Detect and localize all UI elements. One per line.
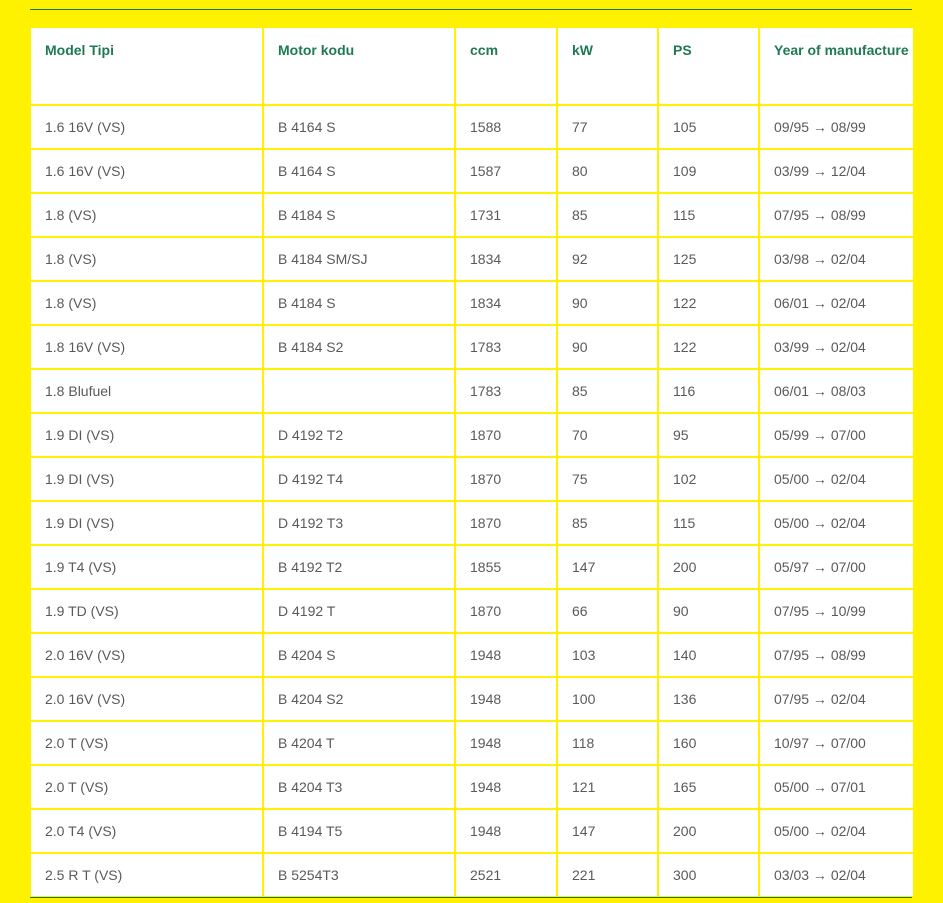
cell-ccm: 1587 [455,149,557,193]
cell-kw: 147 [557,809,658,853]
cell-ccm: 1870 [455,457,557,501]
cell-model-type: 2.0 16V (VS) [30,677,263,721]
cell-model-type: 1.9 DI (VS) [30,501,263,545]
cell-kw: 85 [557,193,658,237]
table-row [30,105,914,149]
cell-ccm: 1588 [455,105,557,149]
cell-model-type: 1.8 (VS) [30,193,263,237]
cell-ccm: 1948 [455,677,557,721]
cell-model-type: 1.9 T4 (VS) [30,545,263,589]
cell-year-of-manufacture: 05/00 → 07/01 [759,765,914,809]
cell-kw: 80 [557,149,658,193]
cell-year-of-manufacture: 05/00 → 02/04 [759,457,914,501]
cell-engine-code: B 4204 T [263,721,455,765]
cell-ps: 109 [658,149,759,193]
table-row [30,721,914,765]
table-row [30,809,914,853]
cell-ccm: 1834 [455,237,557,281]
cell-year-of-manufacture: 05/97 → 07/00 [759,545,914,589]
cell-kw: 85 [557,369,658,413]
cell-ccm: 1870 [455,589,557,633]
cell-ps: 200 [658,545,759,589]
table-row [30,325,914,369]
cell-model-type: 1.9 DI (VS) [30,457,263,501]
cell-ps: 136 [658,677,759,721]
cell-engine-code: B 5254T3 [263,853,455,897]
cell-ccm: 1948 [455,721,557,765]
table-row [30,545,914,589]
cell-engine-code: D 4192 T2 [263,413,455,457]
table-row [30,765,914,809]
cell-ps: 160 [658,721,759,765]
cell-engine-code: B 4184 S2 [263,325,455,369]
cell-year-of-manufacture: 07/95 → 08/99 [759,193,914,237]
cell-model-type: 2.0 T (VS) [30,721,263,765]
cell-ps: 90 [658,589,759,633]
header-ps: PS [658,27,759,105]
top-divider [30,9,912,10]
cell-model-type: 1.9 DI (VS) [30,413,263,457]
cell-ps: 105 [658,105,759,149]
header-year-of-manufacture: Year of manufacture [759,27,914,105]
cell-ccm: 1948 [455,765,557,809]
cell-engine-code: D 4192 T [263,589,455,633]
cell-year-of-manufacture: 05/00 → 02/04 [759,809,914,853]
table-row [30,501,914,545]
cell-engine-code: B 4192 T2 [263,545,455,589]
cell-year-of-manufacture: 03/99 → 02/04 [759,325,914,369]
table-body [30,105,914,897]
cell-model-type: 1.8 (VS) [30,237,263,281]
cell-ccm: 1783 [455,325,557,369]
cell-model-type: 1.6 16V (VS) [30,149,263,193]
cell-engine-code [263,369,455,413]
cell-ccm: 1855 [455,545,557,589]
table-row [30,369,914,413]
cell-ps: 122 [658,281,759,325]
cell-kw: 118 [557,721,658,765]
cell-ps: 115 [658,193,759,237]
cell-kw: 70 [557,413,658,457]
cell-kw: 85 [557,501,658,545]
cell-kw: 90 [557,325,658,369]
cell-ccm: 2521 [455,853,557,897]
cell-ps: 102 [658,457,759,501]
cell-kw: 92 [557,237,658,281]
table-row [30,281,914,325]
header-kw: kW [557,27,658,105]
cell-ps: 125 [658,237,759,281]
header-model-type: Model Tipi [30,27,263,105]
table-row [30,677,914,721]
header-ccm: ccm [455,27,557,105]
cell-kw: 75 [557,457,658,501]
cell-engine-code: B 4164 S [263,105,455,149]
cell-engine-code: B 4164 S [263,149,455,193]
cell-model-type: 2.0 16V (VS) [30,633,263,677]
cell-ccm: 1731 [455,193,557,237]
cell-kw: 100 [557,677,658,721]
table-header-row [30,27,914,105]
cell-model-type: 1.8 Blufuel [30,369,263,413]
cell-ps: 300 [658,853,759,897]
cell-model-type: 2.0 T (VS) [30,765,263,809]
table-row [30,457,914,501]
cell-year-of-manufacture: 07/95 → 08/99 [759,633,914,677]
cell-ps: 122 [658,325,759,369]
cell-year-of-manufacture: 07/95 → 02/04 [759,677,914,721]
cell-model-type: 1.8 (VS) [30,281,263,325]
cell-ps: 115 [658,501,759,545]
cell-ps: 116 [658,369,759,413]
cell-kw: 66 [557,589,658,633]
cell-year-of-manufacture: 10/97 → 07/00 [759,721,914,765]
cell-ccm: 1870 [455,413,557,457]
cell-ccm: 1834 [455,281,557,325]
cell-ccm: 1870 [455,501,557,545]
table-row [30,149,914,193]
cell-engine-code: B 4204 S2 [263,677,455,721]
cell-kw: 147 [557,545,658,589]
cell-year-of-manufacture: 05/99 → 07/00 [759,413,914,457]
cell-ps: 165 [658,765,759,809]
table-row [30,413,914,457]
cell-year-of-manufacture: 03/99 → 12/04 [759,149,914,193]
cell-kw: 90 [557,281,658,325]
cell-model-type: 1.8 16V (VS) [30,325,263,369]
cell-ccm: 1783 [455,369,557,413]
cell-year-of-manufacture: 03/98 → 02/04 [759,237,914,281]
cell-engine-code: B 4184 S [263,281,455,325]
cell-ps: 200 [658,809,759,853]
header-engine-code: Motor kodu [263,27,455,105]
cell-model-type: 1.9 TD (VS) [30,589,263,633]
cell-kw: 103 [557,633,658,677]
engine-specs-table [29,26,915,898]
bottom-divider [30,897,912,898]
cell-engine-code: D 4192 T3 [263,501,455,545]
cell-year-of-manufacture: 06/01 → 02/04 [759,281,914,325]
cell-year-of-manufacture: 09/95 → 08/99 [759,105,914,149]
cell-kw: 221 [557,853,658,897]
table-row [30,193,914,237]
cell-ps: 95 [658,413,759,457]
cell-ps: 140 [658,633,759,677]
cell-year-of-manufacture: 03/03 → 02/04 [759,853,914,897]
cell-model-type: 2.0 T4 (VS) [30,809,263,853]
table-row [30,237,914,281]
cell-engine-code: D 4192 T4 [263,457,455,501]
cell-year-of-manufacture: 07/95 → 10/99 [759,589,914,633]
cell-year-of-manufacture: 06/01 → 08/03 [759,369,914,413]
cell-model-type: 2.5 R T (VS) [30,853,263,897]
cell-engine-code: B 4204 S [263,633,455,677]
cell-engine-code: B 4184 S [263,193,455,237]
table-row [30,589,914,633]
cell-model-type: 1.6 16V (VS) [30,105,263,149]
cell-ccm: 1948 [455,809,557,853]
cell-engine-code: B 4204 T3 [263,765,455,809]
table-row [30,853,914,897]
cell-engine-code: B 4194 T5 [263,809,455,853]
cell-kw: 121 [557,765,658,809]
cell-engine-code: B 4184 SM/SJ [263,237,455,281]
cell-ccm: 1948 [455,633,557,677]
table-row [30,633,914,677]
cell-year-of-manufacture: 05/00 → 02/04 [759,501,914,545]
cell-kw: 77 [557,105,658,149]
